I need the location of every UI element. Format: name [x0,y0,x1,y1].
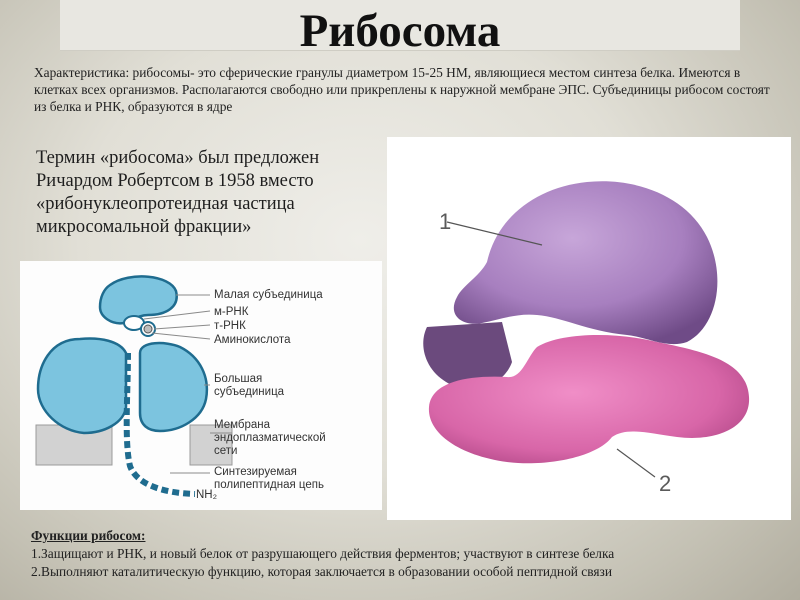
ribosome-model-illustration [387,137,791,520]
label-membrane-line2: эндоплазматической [214,432,326,444]
label-polypeptide-line1: Синтезируемая [214,466,297,478]
ribosome-schematic-diagram [20,261,382,510]
slide-title: Рибосома [299,5,501,57]
label-large-subunit-line2: субъединица [214,386,285,398]
function-item-1: 1.Защищают и РНК, и новый белок от разрушающего действия ферментов; участвуют в синтезе белка [31,546,615,561]
large-subunit-left-half [38,339,126,433]
small-subunit-model [454,181,718,344]
function-item-2: 2.Выполняют каталитическую функцию, которая заключается в образовании особой пептидной связи [31,564,612,579]
model-label-2: 2 [659,471,672,496]
label-polypeptide-line2: полипептидная цепь [214,479,324,491]
model-label-1: 1 [439,209,452,234]
large-subunit-right-half [140,343,207,431]
term-history-paragraph: Термин «рибосома» был предложен Ричардом Робертсом в 1958 вместо «рибонуклеопротеидная частица микросомальной фракции» [36,148,320,237]
label-nh2: NH₂ [196,489,218,501]
title-bar [60,0,740,57]
pointer-line-2 [617,449,655,477]
label-membrane-line3: сети [214,445,238,457]
functions-heading: Функции рибосом: [31,528,146,543]
label-membrane-line1: Мембрана [214,419,271,431]
label-large-subunit-line1: Большая [214,373,263,385]
label-mrna: м-РНК [214,306,249,318]
functions-block [31,527,791,581]
schematic-drawing [20,261,382,510]
label-trna: т-РНК [214,320,246,332]
characteristic-paragraph: Характеристика: рибосомы- это сферические гранулы диаметром 15-25 НМ, являющиеся местом синтеза белка. Имеются в клетках всех организмов. Располагаются свободно или прикреплены к наружной мембране ЭПС. Субъединицы рибосом состоят из белка и РНК, образуются в ядре [34,65,770,114]
label-amino-acid: Аминокислота [214,334,291,346]
model-drawing [387,137,791,520]
amino-acid-shape [144,325,152,333]
label-small-subunit: Малая субъединица [214,289,323,301]
